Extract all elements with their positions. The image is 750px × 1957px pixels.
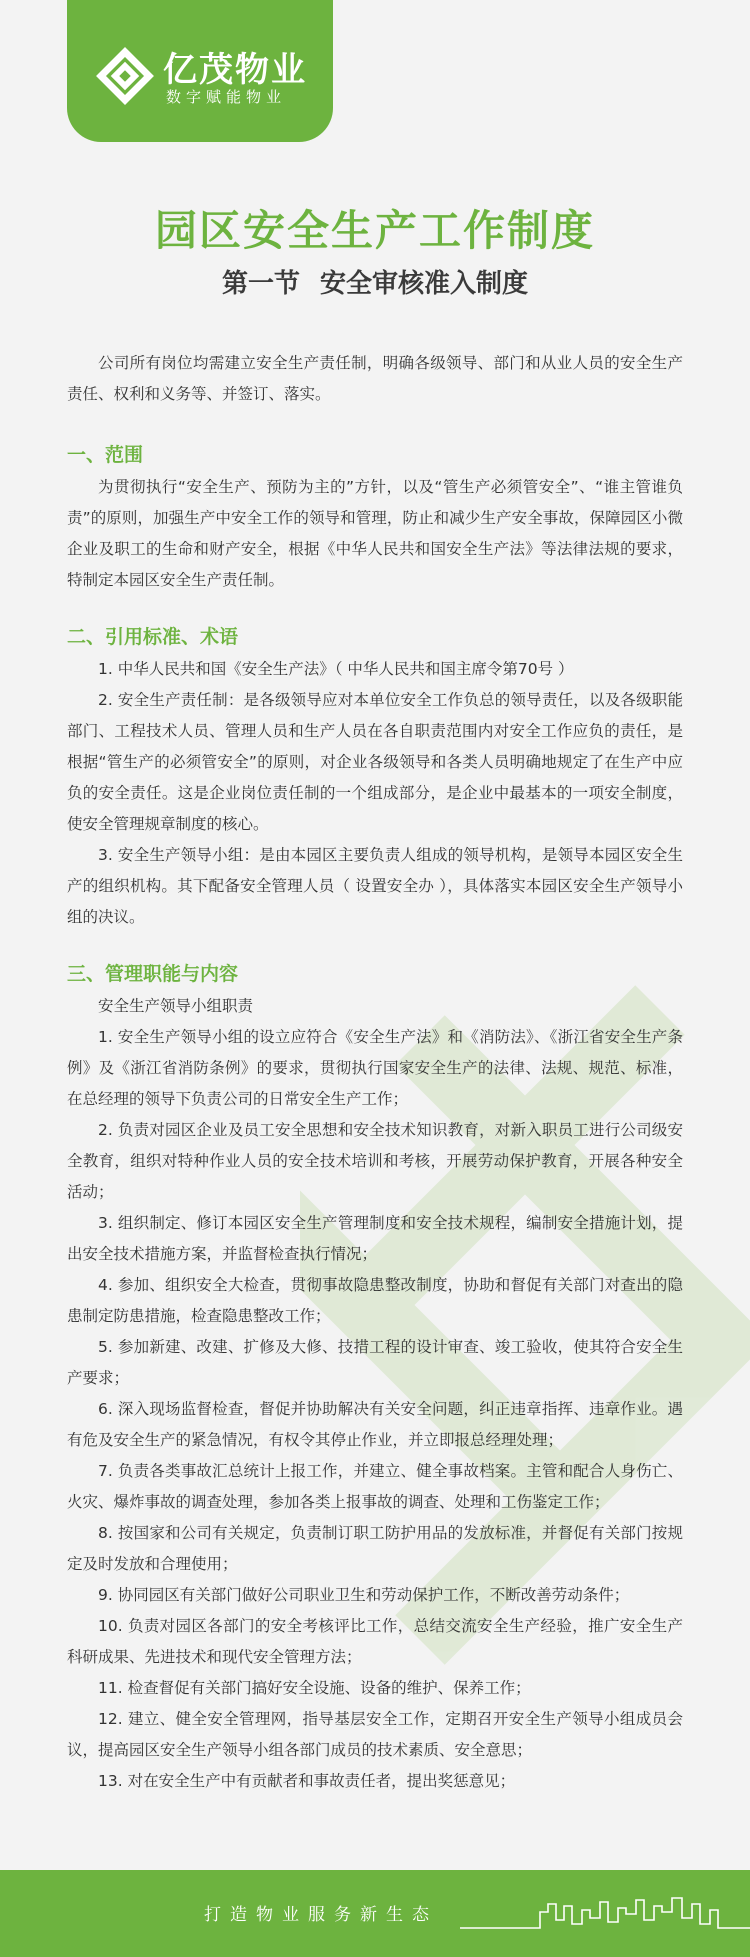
section-heading: 二、引用标准、术语: [67, 626, 239, 648]
section-scope: [67, 438, 683, 596]
section-paragraph: 1. 中华人民共和国《安全生产法》（ 中华人民共和国主席令第70号 ）: [98, 660, 574, 678]
document-body: [67, 348, 683, 1821]
section-paragraph: 6. 深入现场监督检查，督促并协助解决有关安全问题，纠正违章指挥、违章作业。遇有危及安全生产的紧急情况，有权令其停止作业，并立即报总经理处理；: [67, 1400, 683, 1449]
section-paragraph: 安全生产领导小组职责: [98, 997, 254, 1015]
section-paragraph: 4. 参加、组织安全大检查，贯彻事故隐患整改制度，协助和督促有关部门对查出的隐患制定防患措施，检查隐患整改工作；: [67, 1276, 683, 1325]
brand-logo-block: [67, 0, 333, 142]
section-paragraph: 2. 负责对园区企业及员工安全思想和安全技术知识教育，对新入职员工进行公司级安全教育，组织对特种作业人员的安全技术培训和考核，开展劳动保护教育，开展各种安全活动；: [67, 1121, 683, 1201]
section-heading: 三、管理职能与内容: [67, 963, 239, 985]
section-paragraph: 1. 安全生产领导小组的设立应符合《安全生产法》和《消防法》、《浙江省安全生产条例》及《浙江省消防条例》的要求，贯彻执行国家安全生产的法律、法规、规范、标准，在总经理的领导下负责公司的日常安全生产工作；: [67, 1028, 683, 1108]
page-title: 园区安全生产工作制度: [154, 206, 595, 255]
section-paragraph: 11. 检查督促有关部门搞好安全设施、设备的维护、保养工作；: [98, 1679, 531, 1697]
city-skyline-icon: [460, 1884, 750, 1934]
section-duties: [67, 957, 683, 1797]
footer-slogan: 打造物业服务新生态: [204, 1905, 438, 1925]
section-paragraph: 3. 安全生产领导小组：是由本园区主要负责人组成的领导机构，是领导本园区安全生产的组织机构。其下配备安全管理人员（ 设置安全办 ），具体落实本园区安全生产领导小组的决议。: [67, 846, 683, 926]
section-paragraph: 13. 对在安全生产中有贡献者和事故责任者，提出奖惩意见；: [98, 1772, 516, 1790]
subtitle-section: 第一节: [221, 269, 300, 299]
brand-name: 亿茂物业: [163, 50, 307, 90]
section-paragraph: 9. 协同园区有关部门做好公司职业卫生和劳动保护工作，不断改善劳动条件；: [98, 1586, 630, 1604]
section-paragraph: 3. 组织制定、修订本园区安全生产管理制度和安全技术规程，编制安全措施计划，提出安全技术措施方案，并监督检查执行情况；: [67, 1214, 683, 1263]
page-subtitle: [0, 263, 750, 300]
section-paragraph: 5. 参加新建、改建、扩修及大修、技措工程的设计审查、竣工验收，使其符合安全生产要求；: [67, 1338, 683, 1387]
footer-banner: [0, 1870, 750, 1957]
subtitle-name: 安全审核准入制度: [320, 269, 529, 299]
section-references: [67, 620, 683, 933]
brand-logo-icon: [95, 46, 155, 106]
section-paragraph: 10. 负责对园区各部门的安全考核评比工作，总结交流安全生产经验，推广安全生产科研成果、先进技术和现代安全管理方法；: [67, 1617, 683, 1666]
section-paragraph: 2. 安全生产责任制：是各级领导应对本单位安全工作负总的领导责任，以及各级职能部门、工程技术人员、管理人员和生产人员在各自职责范围内对安全工作应负的责任，是根据“管生产的必须管安全”的原则，对企业各级领导和各类人员明确地规定了在生产中应负的安全责任。这是企业岗位责任制的一个组成部分，是企业中最基本的一项安全制度，使安全管理规章制度的核心。: [67, 691, 683, 833]
section-paragraph: 7. 负责各类事故汇总统计上报工作，并建立、健全事故档案。主管和配合人身伤亡、火灾、爆炸事故的调查处理，参加各类上报事故的调查、处理和工伤鉴定工作；: [67, 1462, 683, 1511]
section-heading: 一、范围: [67, 444, 144, 466]
brand-tagline: 数字赋能物业: [166, 88, 287, 106]
section-paragraph: 8. 按国家和公司有关规定，负责制订职工防护用品的发放标准，并督促有关部门按规定及时发放和合理使用；: [67, 1524, 683, 1573]
section-paragraph: 为贯彻执行“安全生产、预防为主的”方针，以及“管生产必须管安全”、“谁主管谁负责”的原则，加强生产中安全工作的领导和管理，防止和减少生产安全事故，保障园区小微企业及职工的生命和财产安全，根据《中华人民共和国安全生产法》等法律法规的要求，特制定本园区安全生产责任制。: [67, 478, 683, 589]
intro-paragraph: 公司所有岗位均需建立安全生产责任制，明确各级领导、部门和从业人员的安全生产责任、权利和义务等、并签订、落实。: [67, 354, 683, 403]
section-paragraph: 12. 建立、健全安全管理网，指导基层安全工作，定期召开安全生产领导小组成员会议，提高园区安全生产领导小组各部门成员的技术素质、安全意思；: [67, 1710, 683, 1759]
